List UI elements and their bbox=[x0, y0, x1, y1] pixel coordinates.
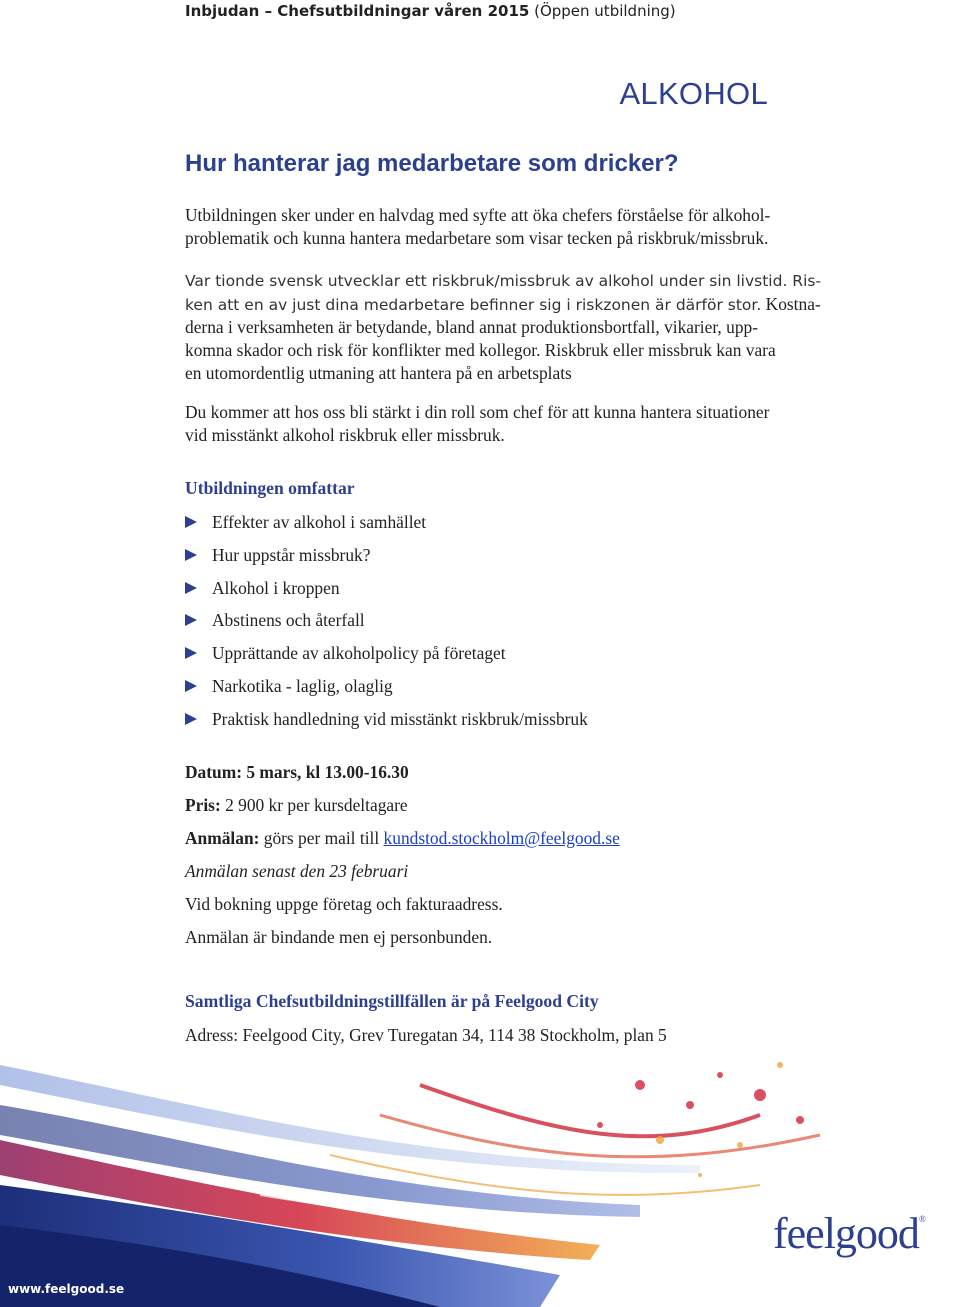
list-item: Praktisk handledning vid misstänkt riskbruk/missbruk bbox=[185, 707, 588, 740]
bullet-arrow-icon bbox=[185, 549, 197, 561]
intro-line-2: problematik och kunna hantera medarbetare som visar tecken på riskbruk/missbruk. bbox=[185, 228, 769, 248]
bullet-arrow-icon bbox=[185, 582, 197, 594]
document-header bbox=[185, 0, 676, 24]
risk-line-3: derna i verksamheten är betydande, bland annat produktionsbortfall, vikarier, upp- bbox=[185, 317, 758, 337]
course-date: Datum: 5 mars, kl 13.00-16.30 bbox=[185, 762, 409, 782]
benefit-paragraph bbox=[185, 401, 835, 447]
contents-heading: Utbildningen omfattar bbox=[185, 478, 355, 498]
risk-line-2 bbox=[185, 293, 835, 316]
benefit-line-2: vid misstänkt alkohol riskbruk eller missbruk. bbox=[185, 425, 505, 445]
location-address: Adress: Feelgood City, Grev Turegatan 34, 114 38 Stockholm, plan 5 bbox=[185, 1025, 667, 1045]
signup-label: Anmälan: bbox=[185, 828, 260, 848]
bullet-arrow-icon bbox=[185, 516, 197, 528]
decorative-swoosh-graphic bbox=[0, 1045, 960, 1307]
binding-note: Anmälan är bindande men ej personbunden. bbox=[185, 927, 493, 947]
bullet-arrow-icon bbox=[185, 713, 197, 725]
intro-paragraph bbox=[185, 204, 835, 250]
signup-text: görs per mail till bbox=[259, 828, 384, 848]
benefit-line-1: Du kommer att hos oss bli stärkt i din roll som chef för att kunna hantera situationer bbox=[185, 402, 770, 422]
topic-title: ALKOHOL bbox=[619, 76, 768, 111]
bullet-arrow-icon bbox=[185, 614, 197, 626]
list-item: Effekter av alkohol i samhället bbox=[185, 510, 588, 543]
list-item: Hur uppstår missbruk? bbox=[185, 543, 588, 576]
booking-note: Vid bokning uppge företag och fakturaadress. bbox=[185, 894, 503, 914]
risk-paragraph bbox=[185, 270, 835, 385]
header-subtitle: (Öppen utbildning) bbox=[529, 2, 676, 20]
course-price bbox=[185, 795, 408, 816]
list-item: Narkotika - laglig, olaglig bbox=[185, 674, 588, 707]
price-label: Pris: bbox=[185, 795, 221, 815]
feelgood-logo: feelgood® bbox=[773, 1209, 925, 1258]
header-title: Inbjudan – Chefsutbildningar våren 2015 bbox=[185, 2, 530, 20]
bullet-arrow-icon bbox=[185, 680, 197, 692]
risk-line-2-serif: Kostna- bbox=[761, 294, 821, 314]
risk-line-1: Var tionde svensk utvecklar ett riskbruk/missbruk av alkohol under sin livstid. Ris- bbox=[185, 272, 822, 290]
risk-line-4: komna skador och risk för konflikter med kollegor. Riskbruk eller missbruk kan vara bbox=[185, 340, 776, 360]
price-value: 2 900 kr per kursdeltagare bbox=[220, 795, 408, 815]
page-headline: Hur hanterar jag medarbetare som dricker? bbox=[185, 150, 679, 177]
list-item: Abstinens och återfall bbox=[185, 608, 588, 641]
location-heading: Samtliga Chefsutbildningstillfällen är på Feelgood City bbox=[185, 991, 599, 1011]
list-item: Alkohol i kroppen bbox=[185, 576, 588, 609]
risk-line-5: en utomordentlig utmaning att hantera på en arbetsplats bbox=[185, 363, 572, 383]
footer-website-link[interactable]: www.feelgood.se bbox=[8, 1282, 125, 1296]
intro-line-1: Utbildningen sker under en halvdag med syfte att öka chefers förståelse för alkohol- bbox=[185, 205, 771, 225]
signup-deadline: Anmälan senast den 23 februari bbox=[185, 861, 409, 881]
signup-email-link[interactable]: kundstod.stockholm@feelgood.se bbox=[383, 828, 620, 848]
contents-list bbox=[185, 510, 588, 740]
signup-line bbox=[185, 828, 620, 849]
list-item: Upprättande av alkoholpolicy på företaget bbox=[185, 641, 588, 674]
bullet-arrow-icon bbox=[185, 647, 197, 659]
risk-line-2-sans: ken att en av just dina medarbetare befinner sig i riskzonen är därför stor. bbox=[185, 296, 762, 314]
